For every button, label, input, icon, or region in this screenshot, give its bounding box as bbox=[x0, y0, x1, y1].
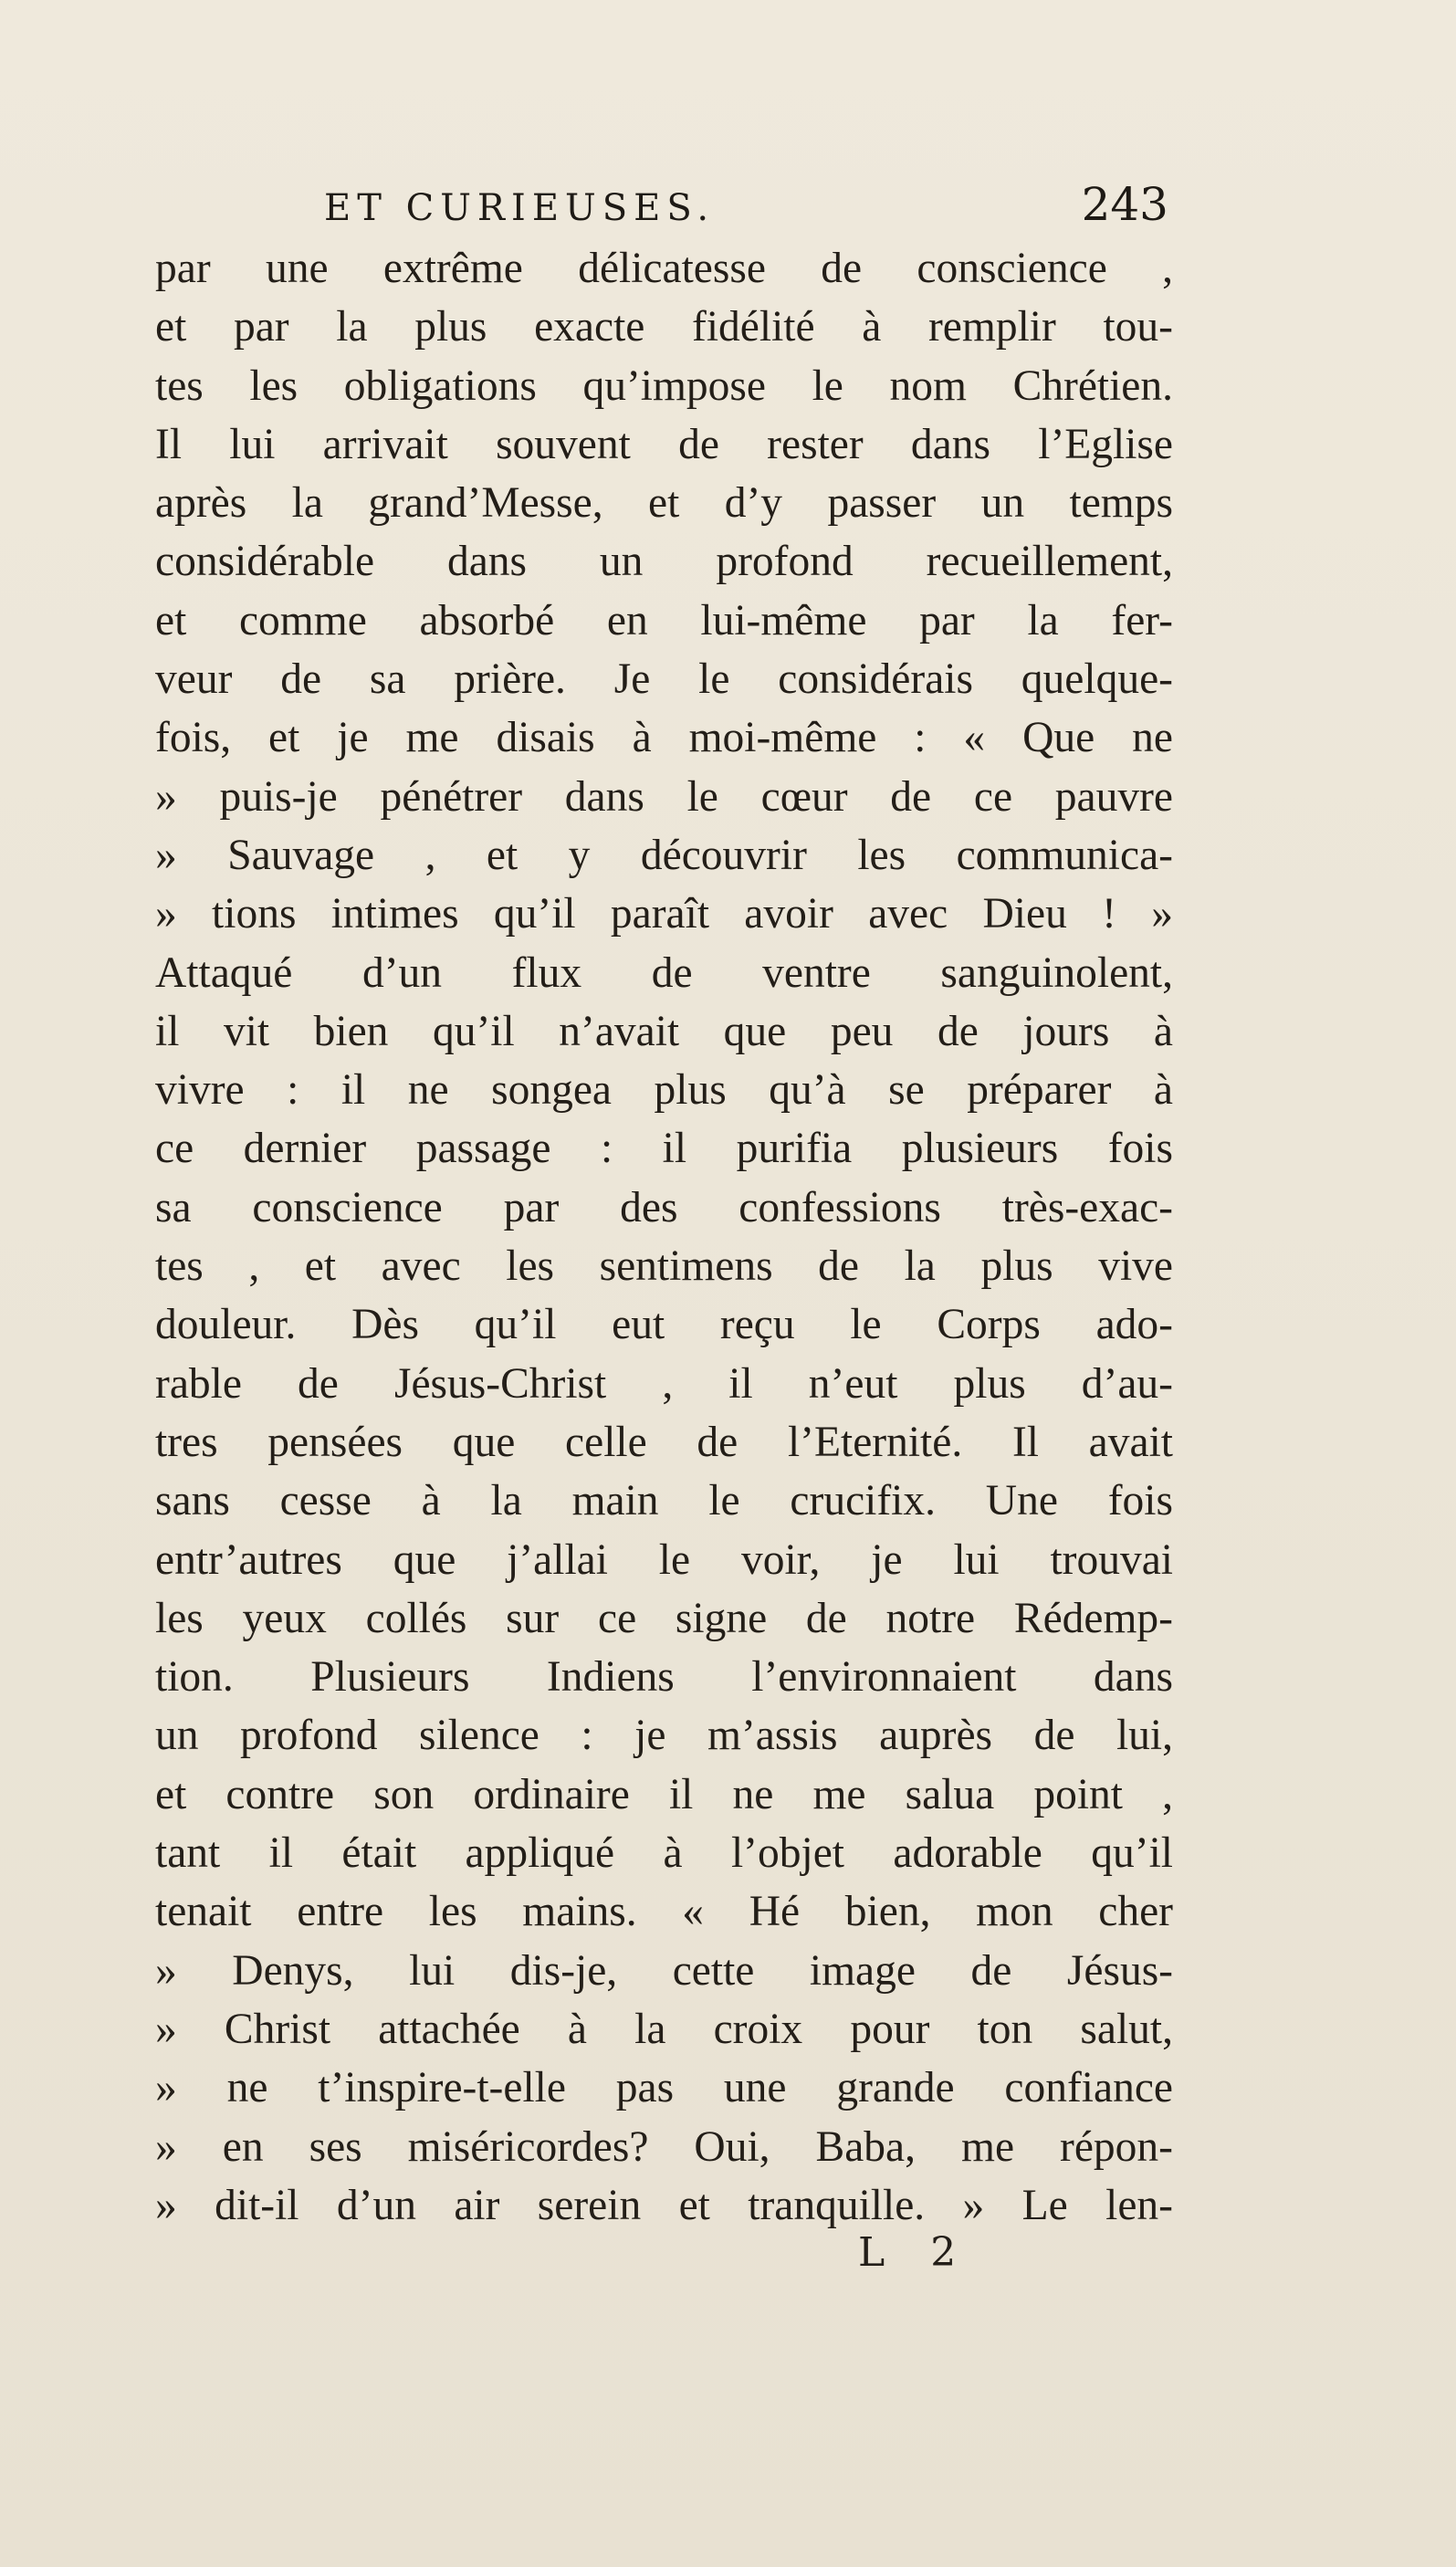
text-line: » en ses miséricordes? Oui, Baba, me répon- bbox=[155, 2122, 1173, 2171]
text-line: les yeux collés sur ce signe de notre Rédemp- bbox=[155, 1594, 1173, 1642]
text-line: veur de sa prière. Je le considérais quelque- bbox=[155, 655, 1173, 704]
running-title: ET CURIEUSES. bbox=[324, 187, 716, 229]
text-line: » ne t’inspire-t-elle pas une grande confiance bbox=[155, 2064, 1173, 2112]
text-line: » Denys, lui dis-je, cette image de Jésus- bbox=[155, 1946, 1173, 1995]
text-line: tenait entre les mains. « Hé bien, mon cher bbox=[155, 1888, 1173, 1936]
text-line: vivre : il ne songea plus qu’à se préparer à bbox=[155, 1066, 1173, 1115]
text-line: tes les obligations qu’impose le nom Chrétien. bbox=[155, 361, 1173, 410]
text-line: sans cesse à la main le crucifix. Une fois bbox=[155, 1477, 1173, 1525]
text-line: et par la plus exacte fidélité à remplir tou- bbox=[155, 303, 1173, 351]
text-line: » puis-je pénétrer dans le cœur de ce pauvre bbox=[155, 772, 1173, 821]
text-line: » tions intimes qu’il paraît avoir avec Dieu ! » bbox=[155, 890, 1173, 938]
text-line: » Christ attachée à la croix pour ton salut, bbox=[155, 2005, 1173, 2053]
text-line: » dit-il d’un air serein et tranquille. » Le len- bbox=[155, 2181, 1173, 2229]
text-line: douleur. Dès qu’il eut reçu le Corps ado- bbox=[155, 1301, 1173, 1349]
text-line: ce dernier passage : il purifia plusieurs fois bbox=[155, 1125, 1173, 1173]
text-line: tes , et avec les sentimens de la plus vive bbox=[155, 1242, 1173, 1291]
text-line: tant il était appliqué à l’objet adorable qu’il bbox=[155, 1829, 1173, 1878]
text-line: » Sauvage , et y découvrir les communica- bbox=[155, 831, 1173, 879]
text-line: entr’autres que j’allai le voir, je lui trouvai bbox=[155, 1535, 1173, 1584]
text-line: il vit bien qu’il n’avait que peu de jours à bbox=[155, 1007, 1173, 1055]
text-line: fois, et je me disais à moi-même : « Que ne bbox=[155, 714, 1173, 762]
text-line: considérable dans un profond recueillement, bbox=[155, 538, 1173, 586]
body-text bbox=[155, 239, 1173, 2235]
text-line: Attaqué d’un flux de ventre sanguinolent, bbox=[155, 948, 1173, 997]
text-line: tres pensées que celle de l’Eternité. Il avait bbox=[155, 1418, 1173, 1466]
text-line: et comme absorbé en lui-même par la fer- bbox=[155, 596, 1173, 644]
page-number: 243 bbox=[1081, 178, 1168, 231]
text-line: un profond silence : je m’assis auprès de lui, bbox=[155, 1712, 1173, 1760]
text-line: Il lui arrivait souvent de rester dans l’Eglise bbox=[155, 420, 1173, 468]
page-header bbox=[160, 178, 1168, 242]
signature-mark: L 2 bbox=[858, 2229, 973, 2276]
text-line: après la grand’Messe, et d’y passer un temps bbox=[155, 479, 1173, 528]
text-line: et contre son ordinaire il ne me salua point , bbox=[155, 1770, 1173, 1818]
text-line: rable de Jésus-Christ , il n’eut plus d’au- bbox=[155, 1359, 1173, 1408]
text-line: par une extrême délicatesse de conscience , bbox=[155, 245, 1173, 292]
text-line: tion. Plusieurs Indiens l’environnaient dans bbox=[155, 1653, 1173, 1702]
text-line: sa conscience par des confessions très-exac- bbox=[155, 1183, 1173, 1231]
